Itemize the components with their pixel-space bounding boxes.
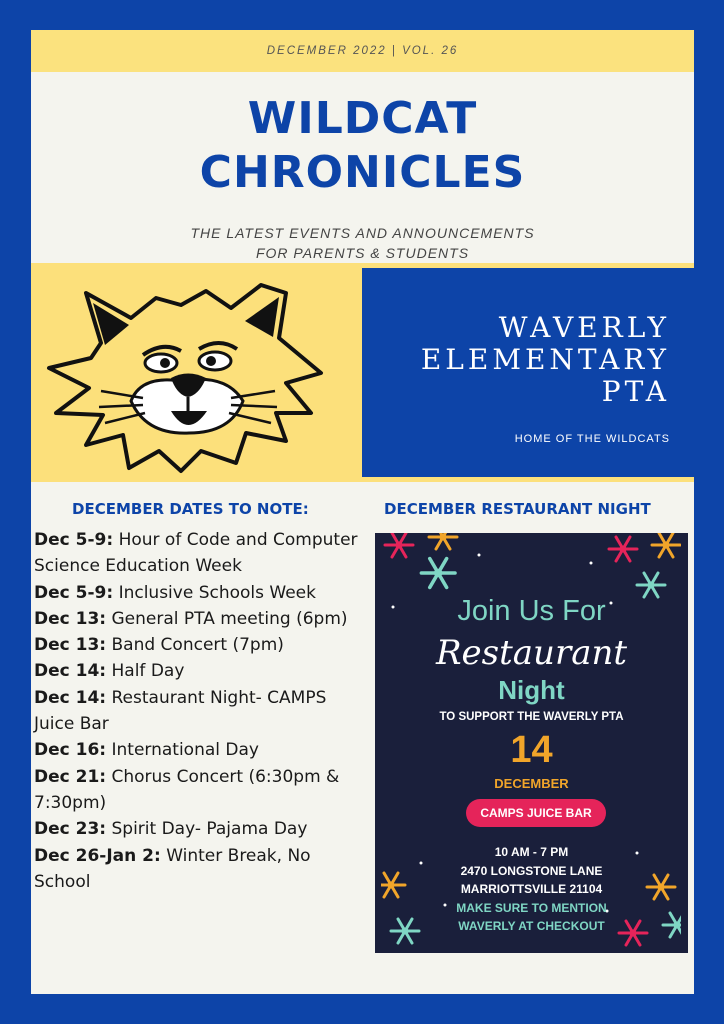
list-item bbox=[34, 764, 364, 817]
pta-name-line-3: PTA bbox=[601, 375, 670, 408]
pta-tagline: HOME OF THE WILDCATS bbox=[514, 433, 670, 445]
date-label: Dec 5-9: bbox=[34, 530, 114, 550]
date-label: Dec 14: bbox=[34, 661, 107, 682]
restaurant-night-flyer bbox=[375, 533, 688, 953]
title-line-2: CHRONICLES bbox=[199, 147, 526, 198]
event-text: Restaurant Night- CAMPS Juice Bar bbox=[34, 687, 327, 735]
dates-heading: DECEMBER DATES TO NOTE: bbox=[72, 500, 309, 518]
flyer-day: 14 bbox=[510, 729, 553, 771]
pta-name bbox=[421, 312, 670, 408]
flyer-address-1: 2470 LONGSTONE LANE bbox=[460, 863, 603, 878]
flyer-month: DECEMBER bbox=[494, 776, 569, 791]
restaurant-heading: DECEMBER RESTAURANT NIGHT bbox=[384, 500, 651, 518]
event-text: Spirit Day- Pajama Day bbox=[111, 819, 308, 840]
wildcat-mascot-icon bbox=[31, 263, 362, 482]
pta-panel bbox=[362, 263, 694, 482]
list-item bbox=[34, 685, 364, 738]
event-text: General PTA meeting (6pm) bbox=[111, 608, 348, 629]
subtitle-line-1: THE LATEST EVENTS AND ANNOUNCEMENTS bbox=[190, 225, 535, 241]
pta-name-line-1: WAVERLY bbox=[498, 311, 670, 344]
list-item bbox=[34, 737, 364, 763]
date-label: Dec 16: bbox=[34, 740, 107, 761]
event-text: Half Day bbox=[111, 661, 185, 682]
date-label: Dec 23: bbox=[34, 819, 107, 840]
newsletter-title bbox=[31, 92, 694, 200]
event-text: Inclusive Schools Week bbox=[118, 582, 316, 603]
list-item bbox=[34, 580, 364, 606]
flyer-info bbox=[375, 843, 688, 936]
list-item bbox=[34, 658, 364, 684]
flyer-address-2: MARRIOTTSVILLE 21104 bbox=[460, 882, 603, 896]
list-item bbox=[34, 816, 364, 842]
flyer-support: TO SUPPORT THE WAVERLY PTA bbox=[439, 711, 624, 723]
event-text: Winter Break, No School bbox=[34, 845, 311, 892]
mascot-panel bbox=[31, 263, 362, 482]
flyer-time: 10 AM - 7 PM bbox=[494, 845, 569, 859]
date-label: Dec 21: bbox=[34, 766, 107, 787]
list-item bbox=[34, 606, 364, 632]
date-label: Dec 26-Jan 2: bbox=[34, 845, 161, 866]
newsletter-page bbox=[31, 30, 694, 994]
flyer-note-1: MAKE SURE TO MENTION bbox=[456, 900, 607, 915]
event-text: Chorus Concert (6:30pm & 7:30pm) bbox=[34, 766, 340, 813]
list-item bbox=[34, 843, 364, 896]
subtitle-line-2: FOR PARENTS & STUDENTS bbox=[255, 245, 470, 261]
list-item bbox=[34, 632, 364, 658]
event-text: Hour of Code and Computer Science Education Week bbox=[34, 530, 358, 577]
newsletter-subtitle bbox=[31, 223, 694, 263]
event-text: International Day bbox=[111, 740, 259, 761]
dates-list bbox=[34, 527, 364, 895]
date-label: Dec 14: bbox=[34, 687, 107, 708]
date-label: Dec 13: bbox=[34, 635, 107, 656]
issue-label: DECEMBER 2022 | VOL. 26 bbox=[266, 45, 459, 57]
flyer-note-2: WAVERLY AT CHECKOUT bbox=[458, 919, 605, 933]
list-item bbox=[34, 527, 364, 580]
venue-badge: CAMPS JUICE BAR bbox=[466, 799, 606, 827]
flyer-restaurant: Restaurant bbox=[435, 633, 628, 673]
pta-name-line-2: ELEMENTARY bbox=[420, 343, 670, 376]
event-text: Band Concert (7pm) bbox=[111, 635, 284, 656]
date-label: Dec 5-9: bbox=[34, 582, 114, 603]
issue-bar bbox=[31, 30, 694, 72]
pta-box bbox=[362, 268, 694, 477]
title-line-1: WILDCAT bbox=[247, 93, 478, 144]
flyer-join: Join Us For bbox=[457, 595, 606, 627]
date-label: Dec 13: bbox=[34, 608, 107, 629]
flyer-night: Night bbox=[498, 675, 565, 705]
